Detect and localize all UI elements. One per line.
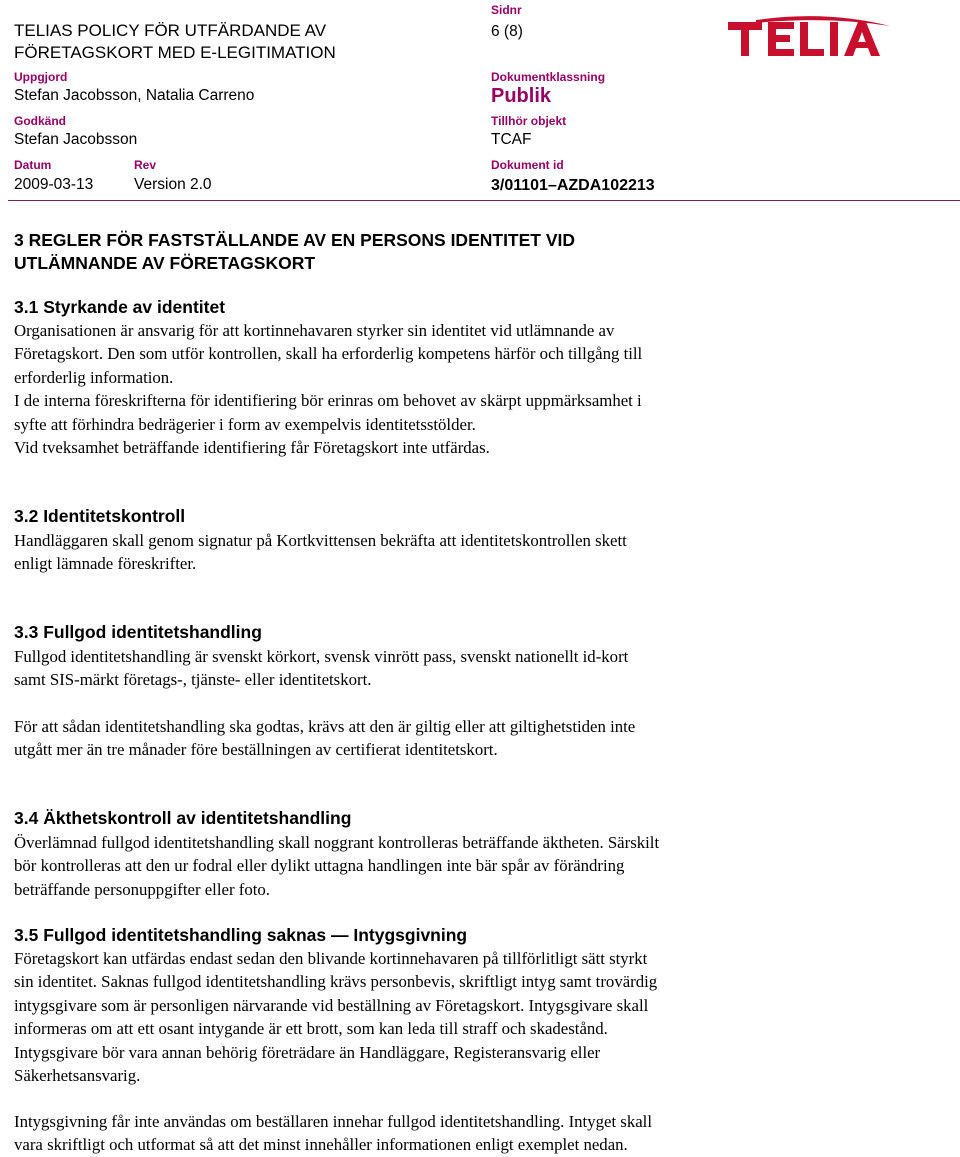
dokumentklassning-value: Publik xyxy=(491,85,552,107)
section-3-3-heading: 3.3 Fullgod identitetshandling xyxy=(14,622,262,642)
paragraph-line: informeras om att ett osant intygande är ett brott, som kan leda till straff och skadestånd. xyxy=(14,1019,608,1039)
godkand-value: Stefan Jacobsson xyxy=(14,131,138,148)
telia-logo xyxy=(726,14,892,63)
dokumentklassning-label: Dokumentklassning xyxy=(491,70,606,84)
section-3-4-heading: 3.4 Äkthetskontroll av identitetshandling xyxy=(14,808,352,828)
chapter-heading-line-1: 3 REGLER FÖR FASTSTÄLLANDE AV EN PERSONS IDENTITET VID xyxy=(14,230,576,250)
rev-label: Rev xyxy=(134,158,157,172)
paragraph-line: syfte att förhindra bedrägerier i form av exempelvis identitetsstölder. xyxy=(14,414,476,434)
paragraph-line: utgått mer än tre månader före beställningen av certifierat identitetskort. xyxy=(14,740,498,760)
section-3-5-heading: 3.5 Fullgod identitetshandling saknas — Intygsgivning xyxy=(14,925,468,945)
document-title-line-1: TELIAS POLICY FÖR UTFÄRDANDE AV xyxy=(14,21,327,40)
uppgjord-label: Uppgjord xyxy=(14,70,68,84)
paragraph-line: Intygsgivning får inte användas om beställaren innehar fullgod identitetshandling. Intyget skall xyxy=(14,1112,652,1131)
paragraph-line: Organisationen är ansvarig för att kortinnehavaren styrker sin identitet vid utlämnande av xyxy=(14,321,615,340)
section-3-2-heading: 3.2 Identitetskontroll xyxy=(14,506,186,526)
telia-logo-graphic xyxy=(726,14,892,58)
section-3-5-text-b xyxy=(14,1110,652,1157)
paragraph-line: bör kontrolleras att den ur fodral eller dylikt uttagna handlingen inte bär spår av förändring xyxy=(14,856,625,876)
paragraph-line: samt SIS-märkt företags-, tjänste- eller identitetskort. xyxy=(14,670,372,690)
section-3-5-text xyxy=(14,947,657,1087)
section-3-1-text xyxy=(14,319,642,459)
chapter-heading-line-2: UTLÄMNANDE AV FÖRETAGSKORT xyxy=(14,253,316,273)
section-3-4-text xyxy=(14,831,659,901)
dokument-id-label: Dokument id xyxy=(491,158,564,172)
document-title-line-2: FÖRETAGSKORT MED E-LEGITIMATION xyxy=(14,43,336,62)
paragraph-line: Säkerhetsansvarig. xyxy=(14,1066,141,1086)
paragraph-line: Handläggaren skall genom signatur på Kortkvittensen bekräfta att identitetskontrollen skett xyxy=(14,531,627,550)
paragraph-line: sin identitet. Saknas fullgod identitetshandling krävs personbevis, skriftligt intyg samt trovärdig xyxy=(14,972,658,992)
paragraph-line: intygsgivare som är personligen närvarande vid beställning av Företagskort. Intygsgivare skall xyxy=(14,995,649,1015)
paragraph-line: Företagskort kan utfärdas endast sedan den blivande kortinnehavaren på tillförlitligt sätt styrkt xyxy=(14,949,648,968)
paragraph-line: Vid tveksamhet beträffande identifiering får Företagskort inte utfärdas. xyxy=(14,438,490,458)
godkand-label: Godkänd xyxy=(14,114,67,128)
paragraph-line: I de interna föreskrifterna för identifiering bör erinras om behovet av skärpt uppmärksamhet i xyxy=(14,391,642,411)
sidnr-label: Sidnr xyxy=(491,3,522,17)
section-3-3-text xyxy=(14,645,628,692)
paragraph-line: För att sådan identitetshandling ska godtas, krävs att den är giltig eller att giltighetstiden inte xyxy=(14,717,636,736)
uppgjord-value: Stefan Jacobsson, Natalia Carreno xyxy=(14,87,255,104)
section-3-3-text-b xyxy=(14,715,635,762)
header-divider xyxy=(8,200,960,201)
datum-label: Datum xyxy=(14,158,52,172)
paragraph-line: beträffande personuppgifter eller foto. xyxy=(14,879,270,899)
tillhor-objekt-value: TCAF xyxy=(491,131,532,148)
dokument-id-value: 3/01101–AZDA102213 xyxy=(491,177,655,194)
paragraph-line: enligt lämnade föreskrifter. xyxy=(14,554,197,574)
datum-value: 2009-03-13 xyxy=(14,176,94,193)
rev-value: Version 2.0 xyxy=(134,176,212,193)
paragraph-line: Överlämnad fullgod identitetshandling skall noggrant kontrolleras beträffande äktheten. Särskilt xyxy=(14,833,660,852)
paragraph-line: Företagskort. Den som utför kontrollen, skall ha erforderlig kompetens härför och tillgång till xyxy=(14,344,643,364)
paragraph-line: erforderlig information. xyxy=(14,367,174,387)
section-3-1-heading: 3.1 Styrkande av identitet xyxy=(14,297,226,317)
paragraph-line: Intygsgivare bör vara annan behörig företrädare än Handläggare, Registeransvarig eller xyxy=(14,1042,601,1062)
paragraph-line: Fullgod identitetshandling är svenskt körkort, svensk vinrött pass, svenskt nationellt id-kort xyxy=(14,647,629,666)
tillhor-objekt-label: Tillhör objekt xyxy=(491,114,567,128)
section-3-2-text xyxy=(14,529,627,576)
paragraph-line: vara skriftligt och utformat så att det minst innehåller informationen enligt exemplet nedan. xyxy=(14,1135,628,1155)
sidnr-value: 6 (8) xyxy=(491,23,523,40)
